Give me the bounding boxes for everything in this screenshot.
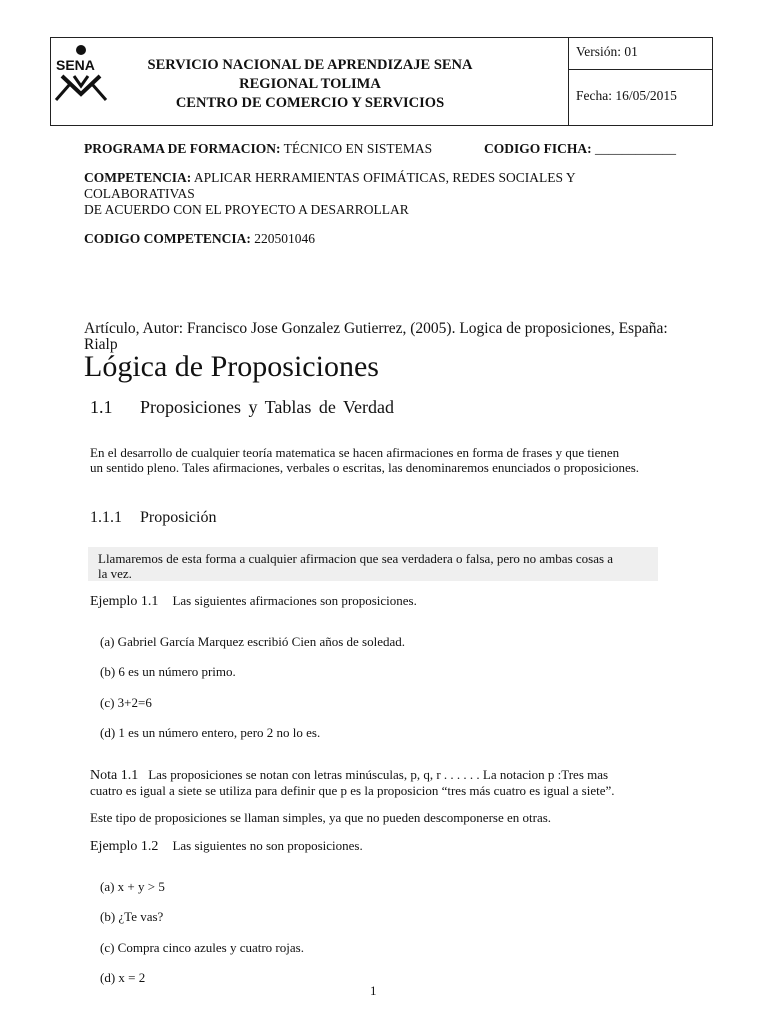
example-1-heading (90, 593, 417, 610)
header-institution (110, 56, 510, 113)
definition-line-2: la vez. (98, 566, 132, 581)
example-2-label: Ejemplo 1.2 (90, 839, 159, 854)
intro-paragraph (90, 445, 658, 475)
intro-line-2: un sentido pleno. Tales afirmaciones, verbales o escritas, las denominaremos enunciados o proposiciones. (90, 460, 640, 475)
codigo-ficha-value: ____________ (595, 141, 676, 156)
programa-line (84, 141, 432, 157)
example-1-item: (c) 3+2=6 (100, 695, 152, 710)
programa-value: TÉCNICO EN SISTEMAS (283, 141, 433, 156)
example-1-text: Las siguientes afirmaciones son proposiciones. (172, 593, 417, 608)
intro-line-1: En el desarrollo de cualquier teoría matematica se hacen afirmaciones en forma de frases y que tienen (90, 445, 620, 460)
codigo-ficha-line (484, 141, 676, 157)
example-2-item: (a) x + y > 5 (100, 879, 165, 894)
codigo-competencia-label: CODIGO COMPETENCIA: (84, 231, 251, 246)
header-version: Versión: 01 (576, 44, 638, 59)
definition-text (98, 551, 650, 581)
competencia-value: APLICAR HERRAMIENTAS OFIMÁTICAS, REDES SOCIALES Y COLABORATIVAS (84, 170, 576, 201)
example-1-label: Ejemplo 1.1 (90, 594, 159, 609)
example-1-item: (a) Gabriel García Marquez escribió Cien años de soledad. (100, 634, 406, 649)
article-reference (84, 321, 684, 353)
header-divider-vertical (568, 37, 569, 126)
example-2-heading (90, 838, 363, 855)
nota-line-1: Las proposiciones se notan con letras minúsculas, p, q, r . . . . . . La notacion p :Tres mas (148, 767, 609, 782)
article-line-1: Artículo, Autor: Francisco Jose Gonzalez Gutierrez, (2005). Logica de proposiciones, España: (84, 320, 668, 337)
competencia-label: COMPETENCIA: (84, 170, 192, 185)
header-date: Fecha: 16/05/2015 (576, 88, 677, 103)
header-line-1: SERVICIO NACIONAL DE APRENDIZAJE SENA (147, 57, 473, 73)
example-2-item: (c) Compra cinco azules y cuatro rojas. (100, 940, 304, 955)
codigo-competencia-line (84, 231, 315, 247)
header-line-2: REGIONAL TOLIMA (239, 76, 381, 92)
nota-line-2: cuatro es igual a siete se utiliza para definir que p es la proposicion “tres más cuatro es igual a siete”. (90, 783, 615, 798)
example-1-item: (b) 6 es un número primo. (100, 664, 236, 679)
header-divider-horizontal (568, 69, 713, 70)
document-title: Lógica de Proposiciones (84, 350, 379, 383)
nota-paragraph (90, 767, 658, 798)
subsection-number: 1.1.1 (90, 509, 122, 526)
example-2-item: (b) ¿Te vas? (100, 909, 164, 924)
nota-label: Nota 1.1 (90, 768, 139, 783)
section-heading (90, 397, 394, 418)
competencia-value-2: DE ACUERDO CON EL PROYECTO A DESARROLLAR (84, 202, 409, 217)
subsection-title: Proposición (140, 509, 217, 526)
definition-line-1: Llamaremos de esta forma a cualquier afirmacion que sea verdadera o falsa, pero no ambas cosas a (98, 551, 614, 566)
example-1-item: (d) 1 es un número entero, pero 2 no lo es. (100, 725, 321, 740)
header-line-3: CENTRO DE COMERCIO Y SERVICIOS (175, 95, 445, 111)
codigo-competencia-value: 220501046 (254, 231, 316, 246)
programa-label: PROGRAMA DE FORMACION: (84, 141, 281, 156)
section-title: Proposiciones y Tablas de Verdad (140, 397, 395, 417)
section-number: 1.1 (90, 397, 113, 417)
competencia-block (84, 170, 684, 218)
codigo-ficha-label: CODIGO FICHA: (484, 141, 592, 156)
page-number: 1 (370, 983, 377, 998)
sena-logo (52, 42, 110, 102)
simple-paragraph: Este tipo de proposiciones se llaman simples, ya que no pueden descomponerse en otras. (90, 810, 552, 825)
example-2-item: (d) x = 2 (100, 970, 146, 985)
article-line-2: Rialp (84, 336, 118, 353)
example-2-text: Las siguientes no son proposiciones. (172, 838, 363, 853)
logo-text: SENA (56, 57, 95, 73)
subsection-heading (90, 509, 216, 527)
